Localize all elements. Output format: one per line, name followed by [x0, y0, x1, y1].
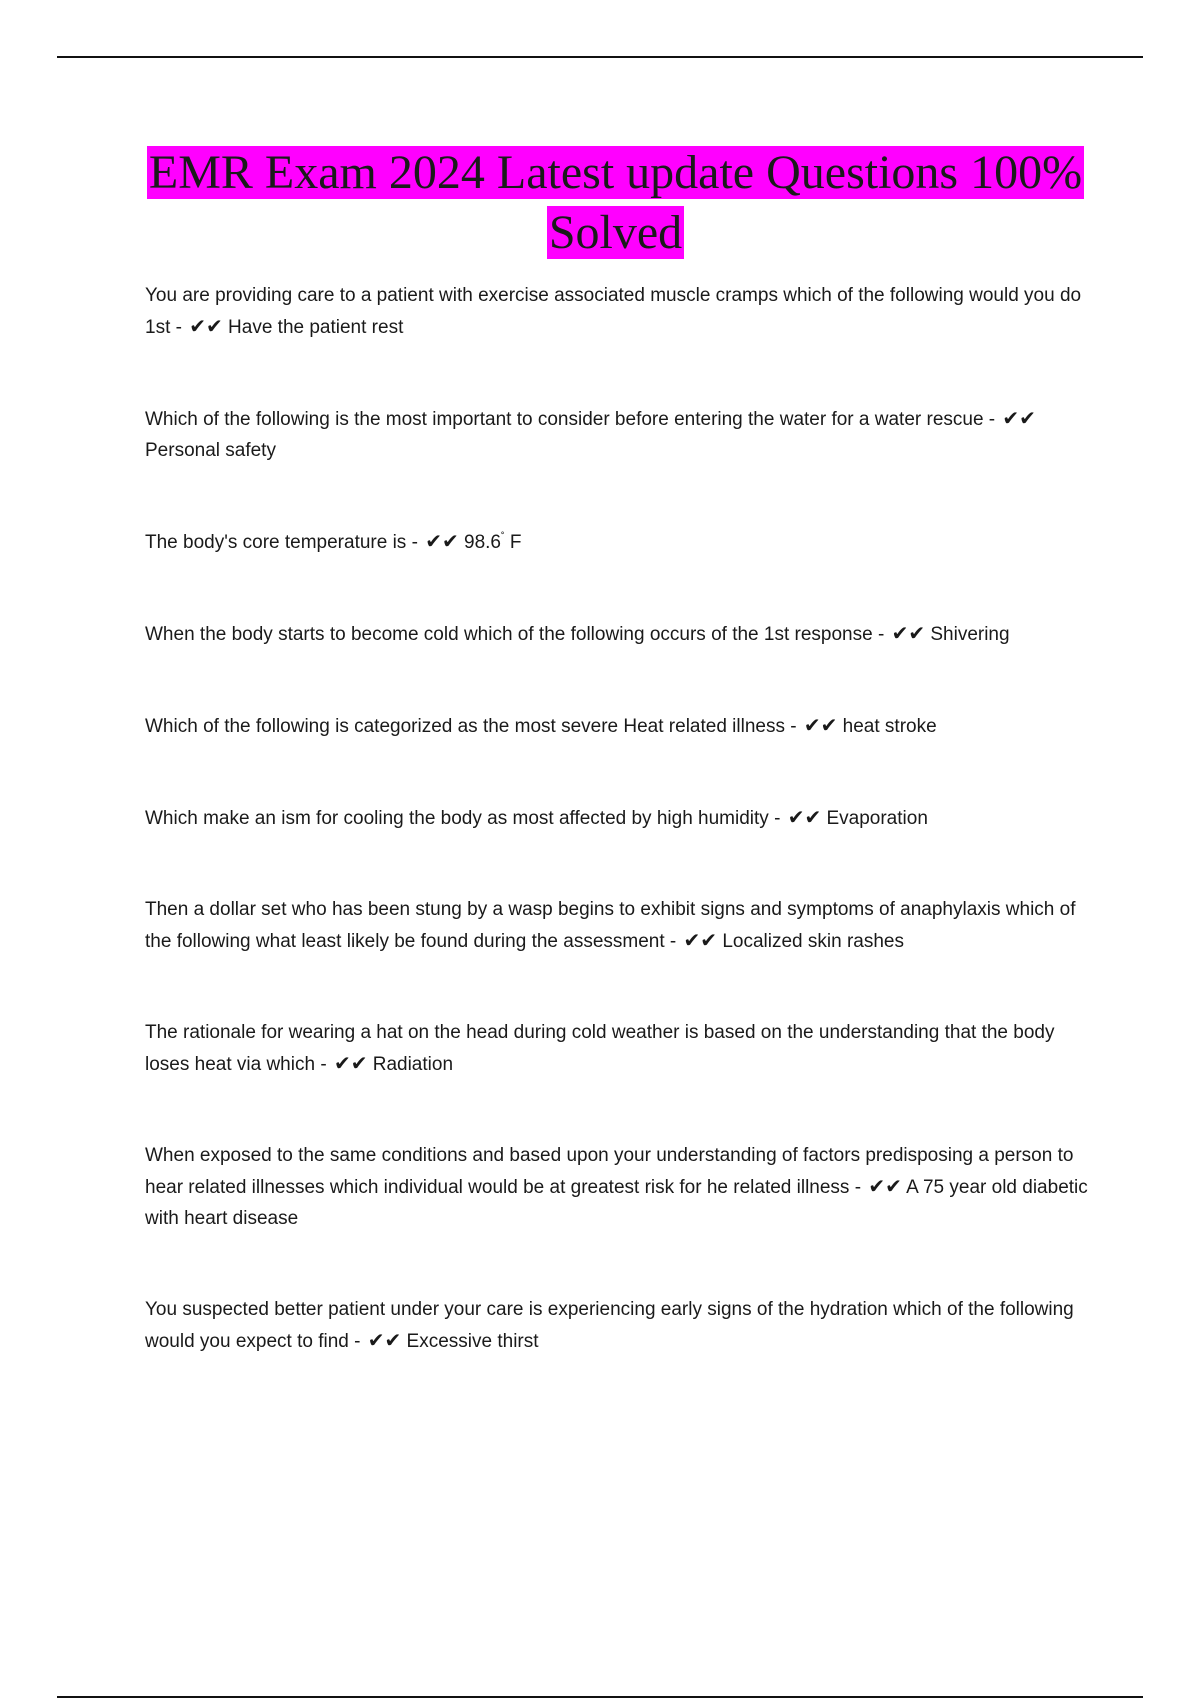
question-text: When exposed to the same conditions and based upon your understanding of factors predisposing a person to hear related illnesses which individual would be at greatest risk for he related illness -	[145, 1145, 1074, 1198]
qa-item	[145, 618, 1095, 650]
degree-symbol: ˚	[500, 531, 505, 544]
qa-item	[145, 403, 1095, 466]
checkmark-icon: ✔✔	[1002, 406, 1036, 430]
question-text: Which make an ism for cooling the body as most affected by high humidity -	[145, 808, 781, 829]
question-text: Which of the following is categorized as the most severe Heat related illness -	[145, 716, 797, 737]
top-rule	[57, 56, 1143, 58]
answer-text: 98.6	[464, 532, 501, 553]
answer-text: A 75 year old diabetic with heart disease	[145, 1177, 1088, 1229]
answer-text: Excessive thirst	[406, 1331, 539, 1352]
question-text: Then a dollar set who has been stung by a wasp begins to exhibit signs and symptoms of anaphylaxis which of the following what least likely be found during the assessment -	[145, 899, 1076, 952]
answer-text: Have the patient rest	[228, 317, 404, 338]
checkmark-icon: ✔✔	[367, 1328, 402, 1352]
title-highlight: EMR Exam 2024 Latest update Questions 100% Solved	[148, 146, 1083, 259]
checkmark-icon: ✔✔	[683, 928, 718, 952]
qa-item	[145, 280, 1095, 343]
answer-text: Evaporation	[826, 808, 928, 829]
qa-item	[145, 894, 1095, 957]
qa-item	[145, 710, 1095, 742]
question-text: The body's core temperature is -	[145, 532, 418, 553]
document-title	[140, 143, 1091, 263]
answer-text: Localized skin rashes	[722, 931, 904, 952]
answer-unit: F	[504, 532, 522, 553]
answer-text: Shivering	[930, 624, 1010, 645]
checkmark-icon: ✔✔	[891, 621, 926, 645]
bottom-rule	[57, 1696, 1143, 1698]
answer-text: Personal safety	[145, 440, 276, 461]
question-text: You suspected better patient under your care is experiencing early signs of the hydration which of the following would you expect to find -	[145, 1299, 1074, 1352]
answer-text: Radiation	[372, 1054, 454, 1075]
checkmark-icon: ✔✔	[425, 529, 459, 553]
question-text: Which of the following is the most important to consider before entering the water for a water rescue -	[145, 409, 996, 430]
checkmark-icon: ✔✔	[787, 805, 822, 829]
qa-item	[145, 526, 1095, 558]
question-text: The rationale for wearing a hat on the head during cold weather is based on the understanding that the body loses heat via which -	[145, 1022, 1055, 1075]
qa-item	[145, 1294, 1095, 1357]
checkmark-icon: ✔✔	[189, 314, 223, 338]
qa-item	[145, 1017, 1095, 1080]
qa-item	[145, 1140, 1095, 1234]
answer-text: heat stroke	[842, 716, 937, 737]
qa-item	[145, 802, 1095, 834]
qa-list	[145, 280, 1095, 1357]
checkmark-icon: ✔✔	[333, 1051, 368, 1075]
checkmark-icon: ✔✔	[803, 713, 838, 737]
checkmark-icon: ✔✔	[868, 1174, 902, 1198]
question-text: When the body starts to become cold which of the following occurs of the 1st response -	[145, 624, 885, 645]
question-text: You are providing care to a patient with exercise associated muscle cramps which of the following would you do 1st -	[145, 285, 1082, 338]
